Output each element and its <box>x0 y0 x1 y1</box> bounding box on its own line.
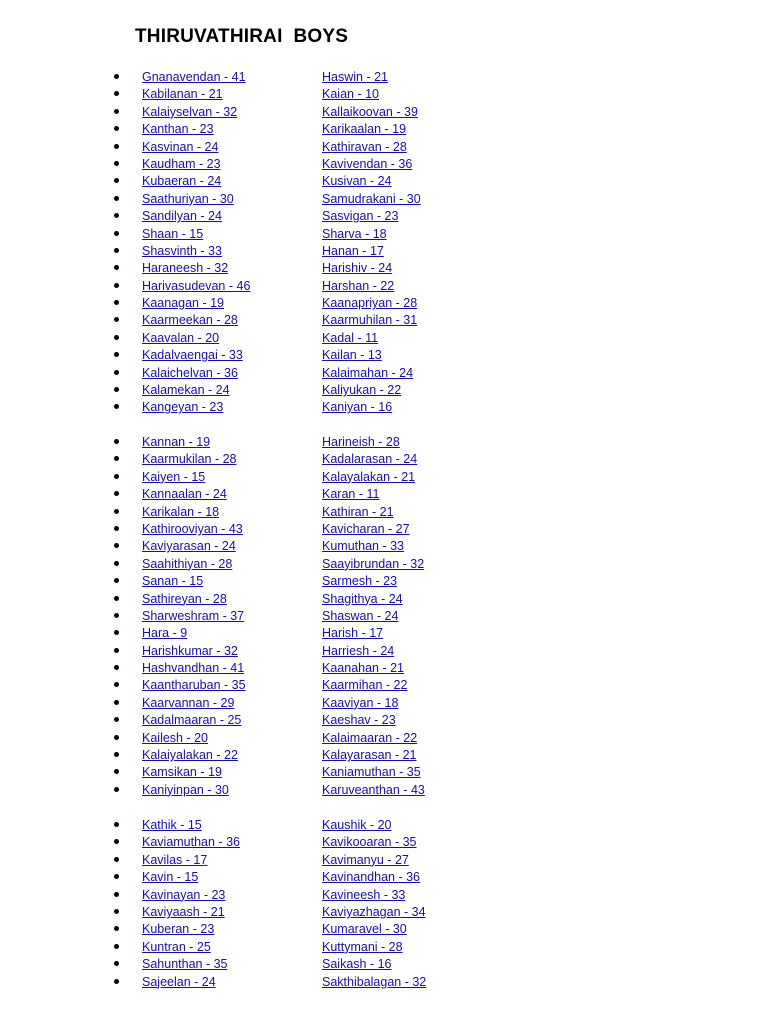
name-list-section-3 <box>0 818 768 992</box>
list-item <box>0 244 768 261</box>
list-item <box>0 174 768 191</box>
name-link-left[interactable]: Kailesh - 20 <box>142 730 209 745</box>
name-link-left[interactable]: Kaniyinpan - 30 <box>142 782 229 797</box>
list-item <box>0 731 768 748</box>
name-link-right[interactable]: Kaanapriyan - 28 <box>322 296 418 311</box>
name-link-left[interactable]: Kubaeran - 24 <box>142 174 222 189</box>
name-link-left[interactable]: Hashvandhan - 41 <box>142 661 245 676</box>
bullet-icon <box>114 961 119 966</box>
name-link-left[interactable]: Kavin - 15 <box>142 870 199 885</box>
name-link-right[interactable]: Kaniamuthan - 35 <box>322 765 421 780</box>
list-item <box>0 87 768 104</box>
bullet-icon <box>114 144 119 149</box>
bullet-icon <box>114 74 119 79</box>
name-link-right[interactable]: Kaeshav - 23 <box>322 713 396 728</box>
list-item <box>0 522 768 539</box>
name-link-left[interactable]: Sajeelan - 24 <box>142 974 216 989</box>
name-link-right[interactable]: Kuttymani - 28 <box>322 939 403 954</box>
name-link-left[interactable]: Sathireyan - 28 <box>142 591 227 606</box>
list-item <box>0 940 768 957</box>
name-link-left[interactable]: Kasvinan - 24 <box>142 139 219 154</box>
name-link-right[interactable]: Sasvigan - 23 <box>322 209 399 224</box>
list-item <box>0 592 768 609</box>
name-link-right[interactable]: Kalaimaaran - 22 <box>322 730 418 745</box>
list-item <box>0 122 768 139</box>
name-link-left[interactable]: Shasvinth - 33 <box>142 243 222 258</box>
name-link-right[interactable]: Kallaikoovan - 39 <box>322 104 418 119</box>
list-item <box>0 505 768 522</box>
bullet-icon <box>114 213 119 218</box>
bullet-icon <box>114 317 119 322</box>
name-link-left[interactable]: Kathik - 15 <box>142 818 202 832</box>
name-link-right[interactable]: Kaushik - 20 <box>322 818 392 832</box>
bullet-icon <box>114 892 119 897</box>
page-title: THIRUVATHIRAI BOYS <box>135 26 349 47</box>
bullet-icon <box>114 456 119 461</box>
list-item <box>0 140 768 157</box>
bullet-icon <box>114 926 119 931</box>
list-item <box>0 922 768 939</box>
bullet-icon <box>114 839 119 844</box>
list-item <box>0 609 768 626</box>
name-link-right[interactable]: Kaviyazhagan - 34 <box>322 904 426 919</box>
list-item <box>0 957 768 974</box>
bullet-icon <box>114 283 119 288</box>
name-link-right[interactable]: Kadal - 11 <box>322 330 379 345</box>
name-link-right[interactable]: Kalayarasan - 21 <box>322 748 417 763</box>
name-link-left[interactable]: Sandilyan - 24 <box>142 209 222 224</box>
name-link-left[interactable]: Kaarvannan - 29 <box>142 695 235 710</box>
name-link-left[interactable]: Hara - 9 <box>142 626 188 641</box>
bullet-icon <box>114 178 119 183</box>
name-link-left[interactable]: Kaarmukilan - 28 <box>142 452 237 467</box>
list-item <box>0 818 768 835</box>
name-link-right[interactable]: Kusivan - 24 <box>322 174 392 189</box>
bullet-icon <box>114 735 119 740</box>
name-link-right[interactable]: Harshan - 22 <box>322 278 395 293</box>
list-item <box>0 209 768 226</box>
list-item <box>0 470 768 487</box>
list-item <box>0 192 768 209</box>
list-item <box>0 348 768 365</box>
name-link-left[interactable]: Haraneesh - 32 <box>142 261 229 276</box>
name-link-right[interactable]: Saayibrundan - 32 <box>322 556 425 571</box>
name-link-left[interactable]: Kannaalan - 24 <box>142 487 227 502</box>
bullet-icon <box>114 387 119 392</box>
name-link-left[interactable]: Kalaiyalakan - 22 <box>142 748 238 763</box>
bullet-icon <box>114 909 119 914</box>
list-item <box>0 678 768 695</box>
bullet-icon <box>114 370 119 375</box>
name-link-right[interactable]: Kavikooaran - 35 <box>322 835 417 850</box>
name-link-right[interactable]: Harriesh - 24 <box>322 643 395 658</box>
list-item <box>0 835 768 852</box>
bullet-icon <box>114 526 119 531</box>
name-link-left[interactable]: Kanthan - 23 <box>142 122 214 137</box>
bullet-icon <box>114 596 119 601</box>
list-item <box>0 105 768 122</box>
name-link-right[interactable]: Kalaimahan - 24 <box>322 365 414 380</box>
bullet-icon <box>114 648 119 653</box>
list-item <box>0 905 768 922</box>
name-link-right[interactable]: Sharva - 18 <box>322 226 387 241</box>
list-item <box>0 557 768 574</box>
bullet-icon <box>114 543 119 548</box>
list-item <box>0 296 768 313</box>
list-item <box>0 261 768 278</box>
bullet-icon <box>114 874 119 879</box>
name-link-right[interactable]: Shaswan - 24 <box>322 608 399 623</box>
name-link-right[interactable]: Saikash - 16 <box>322 957 392 972</box>
name-link-left[interactable]: Kadalvaengai - 33 <box>142 348 243 363</box>
name-link-left[interactable]: Kaarmeekan - 28 <box>142 313 238 328</box>
name-link-left[interactable]: Kathirooviyan - 43 <box>142 521 243 536</box>
list-item <box>0 435 768 452</box>
name-link-left[interactable]: Kuberan - 23 <box>142 922 215 937</box>
name-link-right[interactable]: Karikaalan - 19 <box>322 122 407 137</box>
list-item <box>0 574 768 591</box>
name-link-right[interactable]: Hanan - 17 <box>322 243 384 258</box>
name-link-left[interactable]: Kamsikan - 19 <box>142 765 222 780</box>
name-link-left[interactable]: Kuntran - 25 <box>142 939 211 954</box>
bullet-icon <box>114 700 119 705</box>
name-link-left[interactable]: Kaantharuban - 35 <box>142 678 246 693</box>
name-link-right[interactable]: Harish - 17 <box>322 626 384 641</box>
name-link-left[interactable]: Gnanavendan - 41 <box>142 70 246 84</box>
name-link-left[interactable]: Saahithiyan - 28 <box>142 556 233 571</box>
name-link-right[interactable]: Kumuthan - 33 <box>322 539 404 554</box>
name-link-left[interactable]: Sanan - 15 <box>142 574 204 589</box>
bullet-icon <box>114 196 119 201</box>
list-item <box>0 331 768 348</box>
bullet-icon <box>114 944 119 949</box>
list-item <box>0 888 768 905</box>
bullet-icon <box>114 979 119 984</box>
name-link-left[interactable]: Karikalan - 18 <box>142 504 220 519</box>
name-link-right[interactable]: Harishiv - 24 <box>322 261 393 276</box>
name-link-right[interactable]: Harineish - 28 <box>322 435 400 449</box>
name-link-left[interactable]: Saathuriyan - 30 <box>142 191 234 206</box>
name-link-left[interactable]: Kaavalan - 20 <box>142 330 220 345</box>
bullet-icon <box>114 248 119 253</box>
bullet-icon <box>114 474 119 479</box>
name-link-right[interactable]: Kaarmuhilan - 31 <box>322 313 418 328</box>
bullet-icon <box>114 509 119 514</box>
list-item <box>0 279 768 296</box>
name-link-left[interactable]: Harivasudevan - 46 <box>142 278 251 293</box>
bullet-icon <box>114 665 119 670</box>
list-item <box>0 748 768 765</box>
bullet-icon <box>114 91 119 96</box>
name-link-left[interactable]: Kaviyaash - 21 <box>142 904 225 919</box>
name-link-right[interactable]: Kavivendan - 36 <box>322 156 413 171</box>
name-list-section-1 <box>0 70 768 418</box>
list-item <box>0 696 768 713</box>
name-link-right[interactable]: Kaian - 10 <box>322 87 379 102</box>
name-link-left[interactable]: Kaviamuthan - 36 <box>142 835 240 850</box>
list-item <box>0 400 768 417</box>
bullet-icon <box>114 491 119 496</box>
bullet-icon <box>114 109 119 114</box>
name-link-right[interactable]: Kathiravan - 28 <box>322 139 407 154</box>
name-link-left[interactable]: Kavilas - 17 <box>142 852 208 867</box>
bullet-icon <box>114 682 119 687</box>
list-item <box>0 452 768 469</box>
bullet-icon <box>114 561 119 566</box>
name-link-right[interactable]: Kumaravel - 30 <box>322 922 407 937</box>
name-link-right[interactable]: Kavinandhan - 36 <box>322 870 420 885</box>
name-link-left[interactable]: Kalaichelvan - 36 <box>142 365 238 380</box>
bullet-icon <box>114 404 119 409</box>
name-link-right[interactable]: Sarmesh - 23 <box>322 574 398 589</box>
bullet-icon <box>114 613 119 618</box>
list-item <box>0 713 768 730</box>
name-link-left[interactable]: Kalamekan - 24 <box>142 383 230 398</box>
bullet-icon <box>114 335 119 340</box>
bullet-icon <box>114 822 119 827</box>
list-item <box>0 626 768 643</box>
name-link-right[interactable]: Kaarmihan - 22 <box>322 678 408 693</box>
name-link-right[interactable]: Kavineesh - 33 <box>322 887 406 902</box>
name-link-right[interactable]: Kavimanyu - 27 <box>322 852 409 867</box>
name-link-right[interactable]: Kailan - 13 <box>322 348 382 363</box>
bullet-icon <box>114 787 119 792</box>
name-link-right[interactable]: Haswin - 21 <box>322 70 388 84</box>
list-item <box>0 539 768 556</box>
bullet-icon <box>114 717 119 722</box>
name-link-left[interactable]: Kavinayan - 23 <box>142 887 226 902</box>
name-link-left[interactable]: Sahunthan - 35 <box>142 957 228 972</box>
bullet-icon <box>114 578 119 583</box>
name-link-right[interactable]: Sakthibalagan - 32 <box>322 974 427 989</box>
name-link-left[interactable]: Kaviyarasan - 24 <box>142 539 236 554</box>
name-list-section-2 <box>0 435 768 800</box>
name-link-left[interactable]: Kaudham - 23 <box>142 156 221 171</box>
name-link-right[interactable]: Karuveanthan - 43 <box>322 782 425 797</box>
name-link-left[interactable]: Kannan - 19 <box>142 435 211 449</box>
name-link-right[interactable]: Kadalarasan - 24 <box>322 452 418 467</box>
bullet-icon <box>114 265 119 270</box>
name-link-right[interactable]: Shagithya - 24 <box>322 591 403 606</box>
bullet-icon <box>114 352 119 357</box>
list-item <box>0 70 768 87</box>
name-link-left[interactable]: Kalaiyselvan - 32 <box>142 104 238 119</box>
bullet-icon <box>114 769 119 774</box>
name-link-left[interactable]: Kadalmaaran - 25 <box>142 713 242 728</box>
name-link-right[interactable]: Kalayalakan - 21 <box>322 469 416 484</box>
bullet-icon <box>114 231 119 236</box>
list-item <box>0 853 768 870</box>
name-link-left[interactable]: Shaan - 15 <box>142 226 204 241</box>
bullet-icon <box>114 439 119 444</box>
list-item <box>0 644 768 661</box>
name-link-right[interactable]: Kathiran - 21 <box>322 504 394 519</box>
name-link-left[interactable]: Kangeyan - 23 <box>142 400 224 415</box>
list-item <box>0 227 768 244</box>
bullet-icon <box>114 300 119 305</box>
name-link-right[interactable]: Samudrakani - 30 <box>322 191 421 206</box>
list-item <box>0 383 768 400</box>
bullet-icon <box>114 752 119 757</box>
bullet-icon <box>114 126 119 131</box>
name-link-right[interactable]: Kavicharan - 27 <box>322 521 410 536</box>
name-link-left[interactable]: Harishkumar - 32 <box>142 643 238 658</box>
name-link-left[interactable]: Kaiyen - 15 <box>142 469 206 484</box>
list-item <box>0 366 768 383</box>
bullet-icon <box>114 161 119 166</box>
bullet-icon <box>114 630 119 635</box>
list-item <box>0 313 768 330</box>
list-item <box>0 487 768 504</box>
list-item <box>0 783 768 800</box>
list-item <box>0 661 768 678</box>
name-link-right[interactable]: Kaaviyan - 18 <box>322 695 399 710</box>
name-link-right[interactable]: Kaliyukan - 22 <box>322 383 402 398</box>
name-link-right[interactable]: Karan - 11 <box>322 487 380 502</box>
name-link-right[interactable]: Kaanahan - 21 <box>322 661 405 676</box>
bullet-icon <box>114 857 119 862</box>
list-item <box>0 765 768 782</box>
name-link-left[interactable]: Sharweshram - 37 <box>142 608 245 623</box>
list-item <box>0 975 768 992</box>
name-link-left[interactable]: Kaanagan - 19 <box>142 296 225 311</box>
list-item <box>0 157 768 174</box>
name-link-left[interactable]: Kabilanan - 21 <box>142 87 223 102</box>
list-item <box>0 870 768 887</box>
name-link-right[interactable]: Kaniyan - 16 <box>322 400 393 415</box>
